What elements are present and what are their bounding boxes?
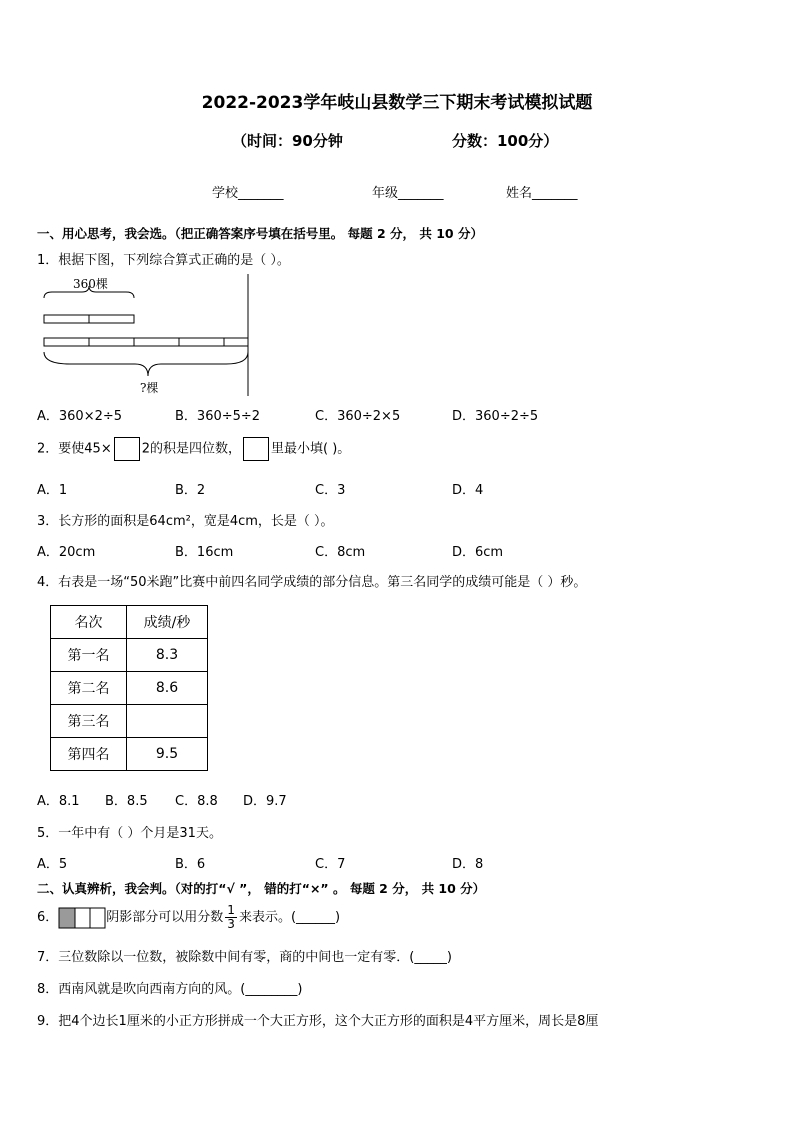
exam-time: （时间：90分钟 [232,132,343,150]
q1-option-c: C．360÷2×5 [315,409,401,424]
exam-score: 分数：100分） [452,132,559,150]
table-row [51,672,208,705]
q5-option-d: D．8 [452,857,484,872]
q7-text: 7．三位数除以一位数，被除数中间有零，商的中间也一定有零．(_____) [37,950,452,965]
table-cell: 第一名 [51,639,127,672]
q3-option-d: D．6cm [452,545,504,560]
q2-answer-box-1 [114,437,140,461]
q4-score-table [50,605,208,771]
section2-heading: 二、认真辨析，我会判。（对的打“√ ”， 错的打“×” 。 每题 2 分， 共 10 分） [37,881,486,896]
q6-text: 6． 阴影部分可以用分数 $\frac{1}{3}$ 来表示。(______) [37,903,341,931]
table-cell: 9.5 [127,738,208,771]
table-cell [127,705,208,738]
page-title: 2022-2023学年岐山县数学三下期末考试模拟试题 [201,93,593,113]
q2-option-b: B．2 [175,483,206,498]
q5-option-c: C．7 [315,857,346,872]
table-cell: 8.3 [127,639,208,672]
q6-fraction: $\frac{1}{3}$ [227,903,235,931]
school-field: 学校_______ [212,186,284,201]
q2-option-c: C．3 [315,483,346,498]
table-header-cell: 成绩/秒 [127,606,208,639]
q2-option-a: A．1 [37,483,68,498]
table-cell: 第四名 [51,738,127,771]
q6-shaded-bar-figure [58,905,106,931]
q1-text: 1．根据下图，下列综合算式正确的是（ ）。 [37,253,290,268]
q1-option-d: D．360÷2÷5 [452,409,539,424]
q9-text: 9．把4个边长1厘米的小正方形拼成一个大正方形，这个大正方形的面积是4平方厘米，周长是8厘 [37,1014,599,1029]
q5-option-b: B．6 [175,857,206,872]
q3-option-b: B．16cm [175,545,234,560]
q1-bottom-label: ?棵 [140,381,159,395]
section1-heading: 一、用心思考，我会选。（把正确答案序号填在括号里。 每题 2 分， 共 10 分） [37,226,483,241]
q3-option-c: C．8cm [315,545,366,560]
q3-text: 3．长方形的面积是64cm²，宽是4cm，长是（ ）。 [37,514,334,529]
table-cell: 8.6 [127,672,208,705]
q1-top-label: 360棵 [73,277,108,291]
table-row [51,639,208,672]
table-header-row [51,606,208,639]
table-cell: 第三名 [51,705,127,738]
table-row [51,705,208,738]
q4-option-c: C．8.8 [175,794,218,809]
table-cell: 第二名 [51,672,127,705]
q4-option-b: B．8.5 [105,794,148,809]
table-row [51,738,208,771]
q2-answer-box-2 [243,437,269,461]
q3-option-a: A．20cm [37,545,96,560]
name-field: 姓名_______ [506,186,578,201]
q5-option-a: A．5 [37,857,68,872]
q4-option-d: D．9.7 [243,794,287,809]
q1-option-b: B．360÷5÷2 [175,409,261,424]
q2-option-d: D．4 [452,483,484,498]
q1-option-a: A．360×2÷5 [37,409,123,424]
grade-field: 年级_______ [372,186,444,201]
table-header-cell: 名次 [51,606,127,639]
q4-option-a: A．8.1 [37,794,80,809]
q5-text: 5．一年中有（ ）个月是31天。 [37,826,222,841]
q4-text: 4．右表是一场“50米跑”比赛中前四名同学成绩的部分信息。第三名同学的成绩可能是（ ）秒。 [37,575,587,590]
q2-text: 2．要使45× 2的积是四位数， 里最小填( )。 [37,437,350,461]
q8-text: 8．西南风就是吹向西南方向的风。(________) [37,982,303,997]
q1-segment-diagram [40,272,255,402]
